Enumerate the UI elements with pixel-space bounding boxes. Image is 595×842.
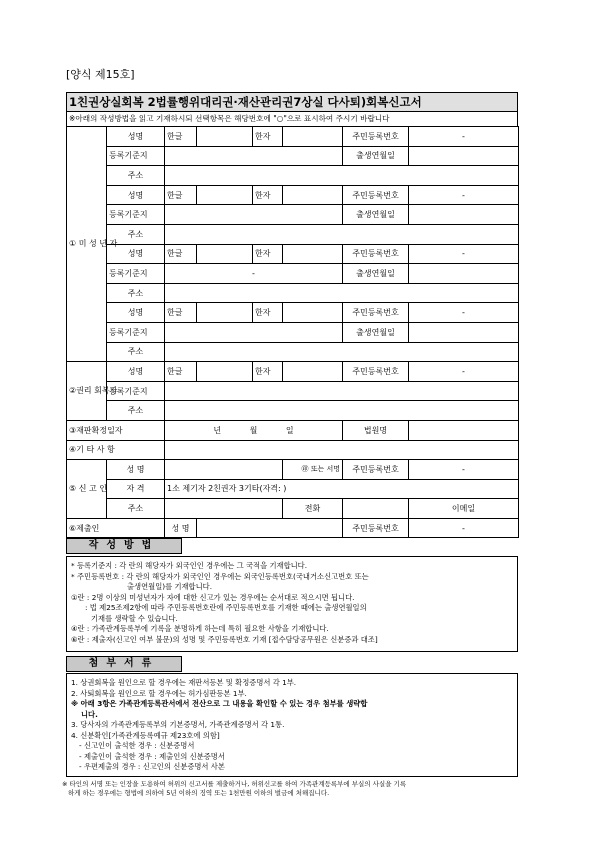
reg-base-input[interactable]	[165, 205, 343, 225]
hangul-label: 한글	[165, 127, 197, 147]
reg-base-label: 등록기준지	[107, 381, 165, 401]
rrn-label: 주민등록번호	[343, 303, 409, 323]
reg-base-input[interactable]	[165, 322, 343, 342]
rights-restorer-label: ②권리 회복자	[67, 362, 107, 421]
hangul-name-input[interactable]	[197, 244, 253, 264]
writing-method-line: * 등록기준지 : 각 란의 해당자가 외국인인 경우에는 그 국적을 기재합니다.	[71, 561, 308, 570]
qualification-options[interactable]: 1소 제기자 2친권자 3기타(자격: )	[165, 479, 519, 499]
hanja-label: 한자	[253, 244, 283, 264]
rrn-input[interactable]: -	[409, 185, 519, 205]
attachments-box	[66, 673, 518, 777]
attachments-heading: 첨부서류	[66, 656, 182, 672]
hanja-label: 한자	[253, 303, 283, 323]
reg-base-label: 등록기준지	[107, 264, 165, 284]
name-label: 성명	[107, 362, 165, 382]
writing-method-heading: 작성방법	[66, 538, 182, 554]
reporter-name-row	[67, 460, 519, 480]
name-label: 성명	[107, 244, 165, 264]
minor-4-regbase-row	[67, 322, 519, 342]
other-matters-row	[67, 440, 519, 460]
minor-3-address-row	[67, 283, 519, 303]
minor-4-address-row	[67, 342, 519, 362]
court-label: 법원명	[343, 420, 409, 440]
hanja-label: 한자	[253, 127, 283, 147]
judgment-date-label: ③재판확정일자	[67, 420, 165, 440]
hangul-name-input[interactable]	[197, 362, 253, 382]
other-matters-input[interactable]	[165, 440, 519, 460]
reporter-address-row	[67, 499, 519, 519]
hangul-label: 한글	[165, 244, 197, 264]
birth-input[interactable]	[409, 322, 519, 342]
rrn-label: 주민등록번호	[343, 460, 409, 480]
court-input[interactable]	[409, 420, 519, 440]
minor-1-address-row	[67, 166, 519, 186]
rrn-input[interactable]: -	[409, 460, 519, 480]
form-instruction: ※아래의 작성방법을 읽고 기재하시되 선택항목은 해당번호에 "○"으로 표시하여 주시기 바랍니다	[66, 112, 518, 126]
hanja-label: 한자	[253, 362, 283, 382]
minor-1-name-row	[67, 127, 519, 147]
rrn-label: 주민등록번호	[343, 362, 409, 382]
reg-base-input[interactable]	[165, 381, 519, 401]
minor-2-name-row	[67, 185, 519, 205]
minor-2-address-row	[67, 224, 519, 244]
address-label: 주소	[107, 166, 165, 186]
reporter-qualification-row	[67, 479, 519, 499]
minor-3-regbase-row	[67, 264, 519, 284]
writing-method-line: ①란 : 2명 이상의 미성년자가 자에 대한 신고가 있는 경우에는 순서대로 적으시면 됩니다.	[71, 592, 355, 602]
reg-base-label: 등록기준지	[107, 205, 165, 225]
footer-line: 하게 하는 경우에는 형법에 의하여 5년 이하의 징역 또는 1천만원 이하의 벌금에 처해집니다.	[68, 789, 330, 797]
name-label: 성 명	[107, 460, 165, 480]
phone-input[interactable]	[343, 499, 409, 519]
address-label: 주소	[107, 401, 165, 421]
rrn-label: 주민등록번호	[343, 244, 409, 264]
hanja-name-input[interactable]	[283, 244, 343, 264]
report-form-table	[66, 126, 519, 538]
minor-1-regbase-row	[67, 146, 519, 166]
hangul-label: 한글	[165, 362, 197, 382]
name-label: 성명	[107, 127, 165, 147]
hanja-name-input[interactable]	[283, 127, 343, 147]
address-input[interactable]	[165, 401, 519, 421]
birth-label: 출생연월일	[343, 146, 409, 166]
minor-2-regbase-row	[67, 205, 519, 225]
reporter-label: ⑤ 신 고 인	[67, 460, 107, 519]
hanja-name-input[interactable]	[283, 362, 343, 382]
address-input[interactable]	[165, 224, 519, 244]
restorer-regbase-row	[67, 381, 519, 401]
rrn-input[interactable]: -	[409, 303, 519, 323]
reg-base-label: 등록기준지	[107, 146, 165, 166]
birth-input[interactable]	[409, 146, 519, 166]
restorer-name-row	[67, 362, 519, 382]
form-number: [양식 제15호]	[66, 68, 135, 81]
submitter-name-input[interactable]	[197, 518, 343, 538]
name-label: 성명	[107, 303, 165, 323]
writing-method-box	[66, 556, 518, 652]
phone-label: 전화	[283, 499, 343, 519]
hanja-name-input[interactable]	[283, 303, 343, 323]
restorer-address-row	[67, 401, 519, 421]
qualification-label: 자 격	[107, 479, 165, 499]
reg-base-input[interactable]	[165, 146, 343, 166]
writing-method-line: ⑥란 : 제출자(신고인 여부 불문)의 성명 및 주민등록번호 기재 [접수담당공무원은 신분증과 대조]	[71, 634, 378, 644]
other-matters-label: ④기 타 사 항	[67, 440, 165, 460]
address-input[interactable]	[165, 166, 519, 186]
footer-line: ※ 타인의 서명 또는 인장을 도용하여 허위의 신고서를 제출하거나, 허위신고를 하여 가족관계등록부에 부실의 사실을 기록	[62, 780, 407, 788]
sign-label: ㊞ 또는 서명	[283, 460, 343, 480]
writing-method-line: 출생연월일)를 기재합니다.	[127, 582, 213, 591]
birth-input[interactable]	[409, 264, 519, 284]
attachment-line: - 제출인이 출석한 경우 : 제출인의 신분증명서	[79, 751, 225, 761]
form-title: 1친권상실회복 2법률행위대리권·재산관리권7상실 다사퇴)회복신고서	[66, 92, 518, 112]
address-label: 주소	[107, 342, 165, 362]
address-label: 주소	[107, 283, 165, 303]
hangul-name-input[interactable]	[197, 185, 253, 205]
minor-4-name-row	[67, 303, 519, 323]
judgment-row	[67, 420, 519, 440]
attachment-line: 1. 상권회복을 원인으로 할 경우에는 재판서등본 및 확정증명서 각 1부.	[71, 678, 297, 687]
footer-warning	[62, 780, 522, 798]
address-input[interactable]	[165, 283, 519, 303]
hangul-name-input[interactable]	[197, 303, 253, 323]
name-label: 성 명	[165, 518, 197, 538]
birth-input[interactable]	[409, 205, 519, 225]
address-input[interactable]	[165, 499, 283, 519]
attachment-line: 니다.	[81, 709, 98, 719]
name-label: 성명	[107, 185, 165, 205]
reg-base-input[interactable]: -	[165, 264, 343, 284]
birth-label: 출생연월일	[343, 264, 409, 284]
hanja-label: 한자	[253, 185, 283, 205]
submitter-row	[67, 518, 519, 538]
address-label: 주소	[107, 499, 165, 519]
rrn-input[interactable]: -	[409, 518, 519, 538]
submitter-label: ⑥제출인	[67, 518, 165, 538]
attachment-line: 4. 신분확인[가족관계등록예규 제23호에 의함]	[71, 730, 220, 740]
hangul-name-input[interactable]	[197, 127, 253, 147]
rrn-input[interactable]: -	[409, 127, 519, 147]
attachment-line: - 신고인이 출석한 경우 : 신분증명서	[79, 741, 195, 750]
writing-method-line: * 주민등록번호 : 각 란의 해당자가 외국인인 경우에는 외국인등록번호(국내거소신고번호 또는	[71, 571, 369, 581]
attachment-line: 2. 사퇴회복을 원인으로 할 경우에는 허가심판등본 1부.	[71, 688, 247, 698]
address-input[interactable]	[165, 342, 519, 362]
reg-base-label: 등록기준지	[107, 322, 165, 342]
rrn-label: 주민등록번호	[343, 127, 409, 147]
minor-section-label: ① 미 성 년 자	[67, 127, 107, 362]
email-label: 이메일	[409, 499, 519, 519]
rrn-input[interactable]: -	[409, 244, 519, 264]
attachment-line: 3. 당사자의 가족관계등록부의 기본증명서, 가족관계증명서 각 1통.	[71, 720, 285, 729]
hanja-name-input[interactable]	[283, 185, 343, 205]
attachment-line: ※ 아래 3항은 가족관계등록관서에서 전산으로 그 내용을 확인할 수 있는 경우 첨부를 생략합	[71, 699, 368, 708]
minor-3-name-row	[67, 244, 519, 264]
birth-label: 출생연월일	[343, 205, 409, 225]
rrn-label: 주민등록번호	[343, 185, 409, 205]
rrn-label: 주민등록번호	[343, 518, 409, 538]
attachment-line: - 우편제출의 경우 : 신고인의 신분증명서 사본	[79, 762, 225, 771]
rrn-input[interactable]: -	[409, 362, 519, 382]
hangul-label: 한글	[165, 303, 197, 323]
hangul-label: 한글	[165, 185, 197, 205]
writing-method-line: : 법 제25조제2항에 따라 주민등록번호란에 주민등록번호를 기재한 때에는 출생연월일의	[85, 603, 367, 612]
writing-method-line: ④란 : 가족관계등록부에 기록을 분명하게 하는데 특히 필요한 사항을 기재합니다.	[71, 624, 329, 633]
reporter-name-input[interactable]	[165, 460, 283, 480]
birth-label: 출생연월일	[343, 322, 409, 342]
writing-method-line: 기재를 생략할 수 있습니다.	[91, 613, 178, 623]
address-label: 주소	[107, 224, 165, 244]
judgment-date-input[interactable]: 년 월 일	[165, 420, 343, 440]
